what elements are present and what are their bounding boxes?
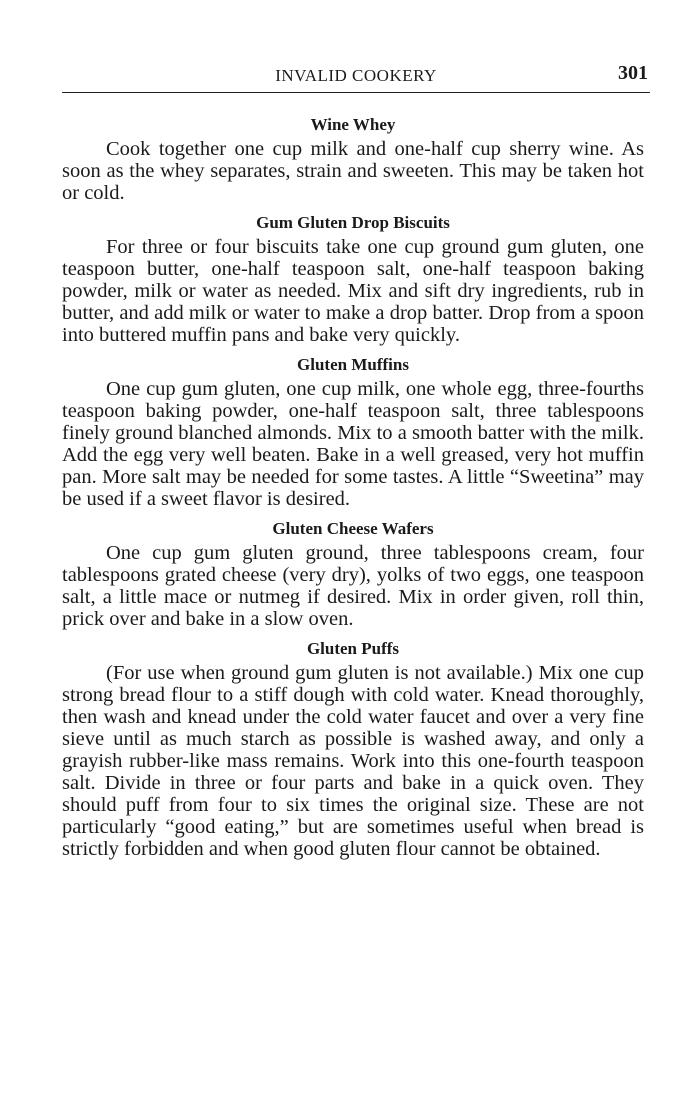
recipe-body: One cup gum gluten ground, three tablespoons cream, four tablespoons grated cheese (very dry), yolks of two eggs, one teaspoon salt, a little mace or nutmeg if desired. Mix in order given, roll thin, prick over and bake in a slow oven. bbox=[62, 542, 644, 630]
recipe-wine-whey bbox=[62, 112, 644, 204]
recipe-title: Gluten Muffins bbox=[297, 355, 409, 374]
recipe-gum-gluten-drop-biscuits bbox=[62, 210, 644, 346]
recipe-gluten-cheese-wafers bbox=[62, 516, 644, 630]
recipe-title: Wine Whey bbox=[310, 115, 396, 134]
recipe-body: Cook together one cup milk and one-half cup sherry wine. As soon as the whey separates, strain and sweeten. This may be taken hot or cold. bbox=[62, 138, 644, 204]
recipe-title: Gum Gluten Drop Biscuits bbox=[256, 213, 450, 232]
recipe-title: Gluten Cheese Wafers bbox=[272, 519, 434, 538]
page-content bbox=[62, 112, 644, 860]
recipe-gluten-muffins bbox=[62, 352, 644, 510]
recipe-title: Gluten Puffs bbox=[306, 639, 400, 658]
running-header bbox=[62, 62, 650, 93]
running-title: INVALID COOKERY bbox=[275, 66, 437, 85]
recipe-body: (For use when ground gum gluten is not available.) Mix one cup strong bread flour to a stiff dough with cold water. Knead thoroughly, then wash and knead under the cold water faucet and over a very fine sieve until as much starch as possible is washed away, and only a grayish rubber-like mass remains. Work into this one-fourth teaspoon salt. Divide in three or four parts and bake in a quick oven. They should puff from four to six times the original size. These are not particularly “good eating,” but are sometimes useful when bread is strictly forbidden and when good gluten flour cannot be obtained. bbox=[62, 662, 644, 860]
page-number: 301 bbox=[618, 62, 648, 84]
recipe-body: One cup gum gluten, one cup milk, one whole egg, three-fourths teaspoon baking powder, one-half teaspoon salt, three tablespoons finely ground blanched almonds. Mix to a smooth batter with the milk. Add the egg very well beaten. Bake in a well greased, very hot muffin pan. More salt may be needed for some tastes. A little “Sweetina” may be used if a sweet flavor is desired. bbox=[62, 378, 644, 510]
recipe-gluten-puffs bbox=[62, 636, 644, 860]
recipe-body: For three or four biscuits take one cup ground gum gluten, one teaspoon butter, one-half teaspoon salt, one-half teaspoon baking powder, milk or water as needed. Mix and sift dry ingredients, rub in butter, and add milk or water to make a drop batter. Drop from a spoon into buttered muffin pans and bake very quickly. bbox=[62, 236, 644, 346]
